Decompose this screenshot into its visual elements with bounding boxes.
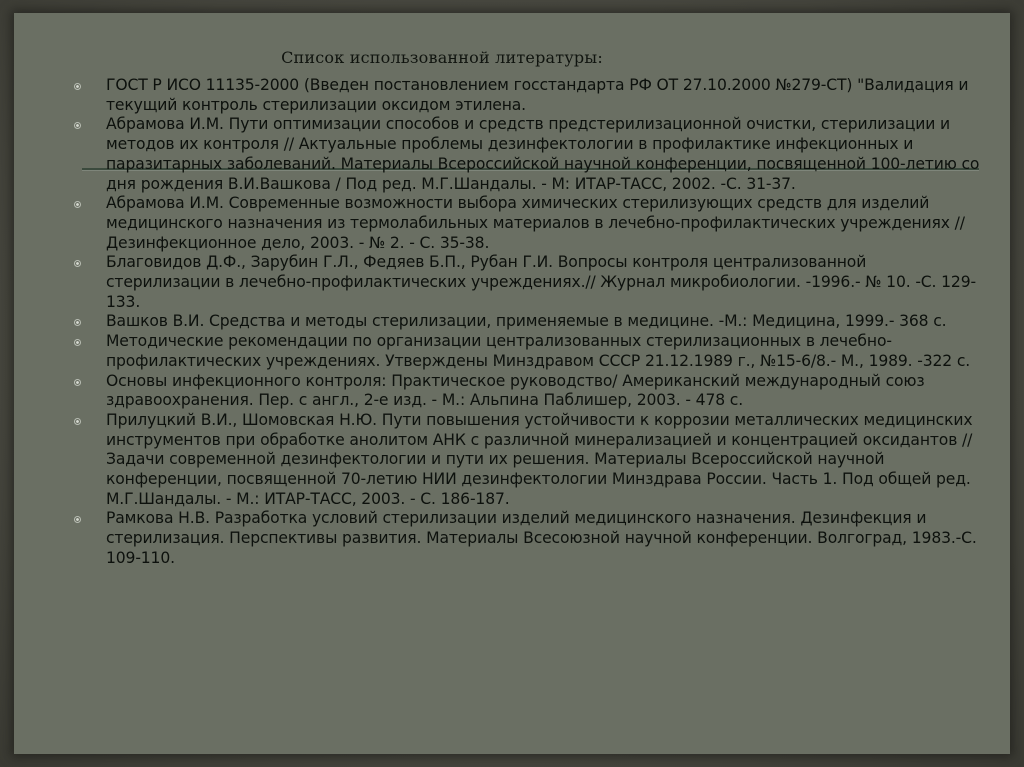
reference-item — [64, 509, 984, 568]
reference-text: Методические рекомендации по организации централизованных стерилизационных в лечебно-профилактических учреждениях. Утверждены Минздравом СССР 21.12.1989 г., №15-6/8.- М., 1989. -322 с. — [106, 332, 971, 370]
reference-item — [64, 372, 984, 411]
reference-text: Вашков В.И. Средства и методы стерилизации, применяемые в медицине. -М.: Медицина, 1999.- 368 с. — [106, 312, 947, 331]
reference-text: Основы инфекционного контроля: Практическое руководство/ Американский международный союз здравоохранения. Пер. с англ., 2-е изд. - М.: Альпина Паблишер, 2003. - 478 с. — [106, 371, 925, 410]
bullet-icon — [74, 516, 81, 523]
reference-text: ГОСТ Р ИСО 11135-2000 (Введен постановлением госстандарта РФ ОТ 27.10.2000 №279-СТ) "Валидация и текущий контроль стерилизации оксидом этилена. — [106, 76, 969, 114]
reference-text: Рамкова Н.В. Разработка условий стерилизации изделий медицинского назначения. Дезинфекция и стерилизация. Перспективы развития. Материалы Всесоюзной научной конференции. Волгоград, 1983.-С. 109-110. — [106, 509, 977, 567]
reference-list — [64, 76, 984, 569]
bullet-icon — [74, 319, 81, 326]
bullet-icon — [74, 83, 81, 90]
bullet-icon — [74, 122, 81, 129]
reference-text: Благовидов Д.Ф., Зарубин Г.Л., Федяев Б.П., Рубан Г.И. Вопросы контроля централизованной стерилизации в лечебно-профилактических учреждениях.// Журнал микробиологии. -1996.- № 10. -С. 129-133. — [106, 253, 976, 311]
bullet-icon — [74, 201, 81, 208]
reference-item — [64, 411, 984, 510]
bullet-icon — [74, 339, 81, 346]
reference-item — [64, 76, 984, 115]
reference-item — [64, 332, 984, 371]
reference-item — [64, 194, 984, 253]
slide — [14, 13, 1010, 754]
reference-item — [64, 312, 984, 332]
reference-text: Абрамова И.М. Пути оптимизации способов и средств предстерилизационной очистки, стерилизации и методов их контроля // Актуальные проблемы дезинфектологии в профилактике инфекционных и паразитарных заболеваний. Материалы Всероссийской научной конференции, посвященной 100-летию со дня рождения В.И.Вашкова / Под ред. М.Г.Шандалы. - М: ИТАР-ТАСС, 2002. -С. 31-37. — [106, 115, 980, 193]
reference-item — [64, 115, 984, 194]
bullet-icon — [74, 260, 81, 267]
reference-text: Абрамова И.М. Современные возможности выбора химических стерилизующих средств для изделий медицинского назначения из термолабильных материалов в лечебно-профилактических учреждениях // Дезинфекционное дело, 2003. - № 2. - С. 35-38. — [106, 194, 965, 252]
reference-item — [64, 253, 984, 312]
bullet-icon — [74, 379, 81, 386]
slide-title: Список использованной литературы: — [281, 48, 603, 67]
reference-text: Прилуцкий В.И., Шомовская Н.Ю. Пути повышения устойчивости к коррозии металлических медицинских инструментов при обработке анолитом АНК с различной минерализацией и концентрацией оксидантов // Задачи современной дезинфектологии и пути их решения. Материалы Всероссийской научной конференции, посвященной 70-летию НИИ дезинфектологии Минздрава России. Часть 1. Под общей ред. М.Г.Шандалы. - М.: ИТАР-ТАСС, 2003. - С. 186-187. — [106, 410, 973, 508]
bullet-icon — [74, 418, 81, 425]
